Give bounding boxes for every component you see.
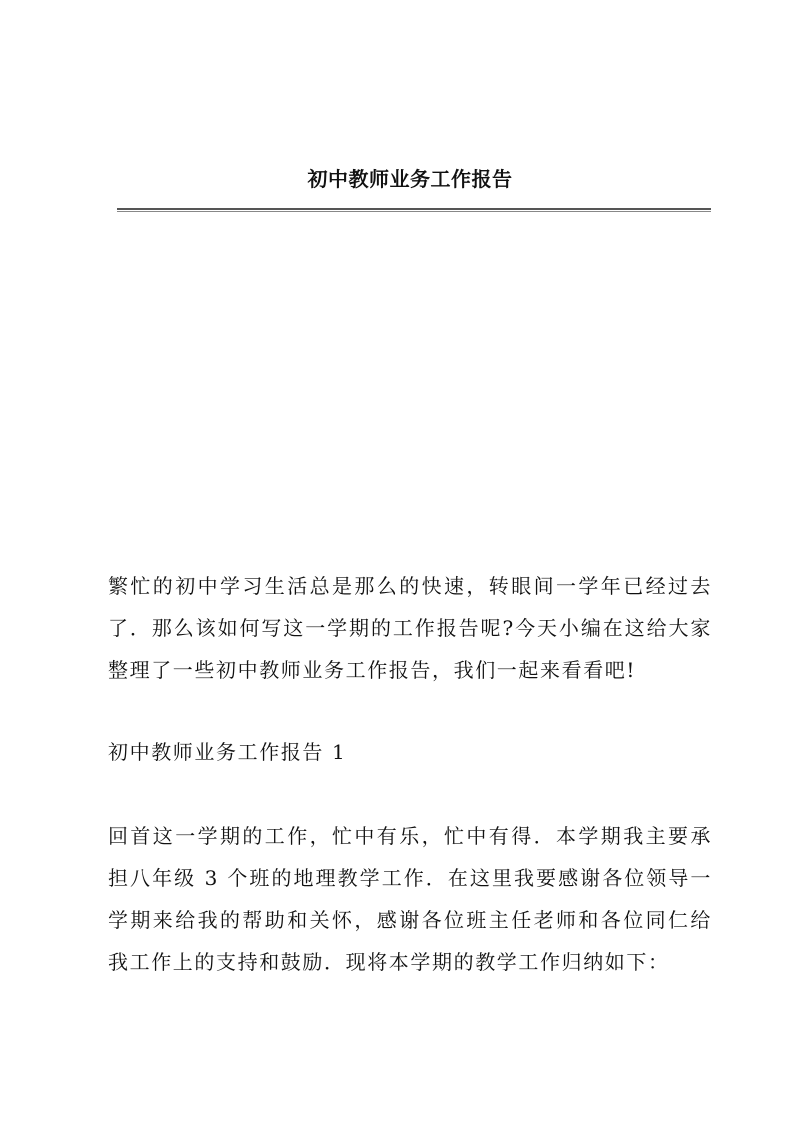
body-paragraph-1: 回首这一学期的工作，忙中有乐，忙中有得．本学期我主要承担八年级 3 个班的地理教学工作．在这里我要感谢各位领导一学期来给我的帮助和关怀，感谢各位班主任老师和各位同仁给我工作上的支持和鼓励．现将本学期的教学工作归纳如下：	[108, 824, 712, 974]
document-title: 初中教师业务工作报告	[307, 167, 513, 191]
title-divider	[117, 208, 711, 212]
intro-paragraph: 繁忙的初中学习生活总是那么的快速，转眼间一学年已经过去了．那么该如何写这一学期的工作报告呢?今天小编在这给大家整理了一些初中教师业务工作报告，我们一起来看看吧!	[108, 574, 712, 682]
section-heading: 初中教师业务工作报告 1	[108, 740, 347, 764]
